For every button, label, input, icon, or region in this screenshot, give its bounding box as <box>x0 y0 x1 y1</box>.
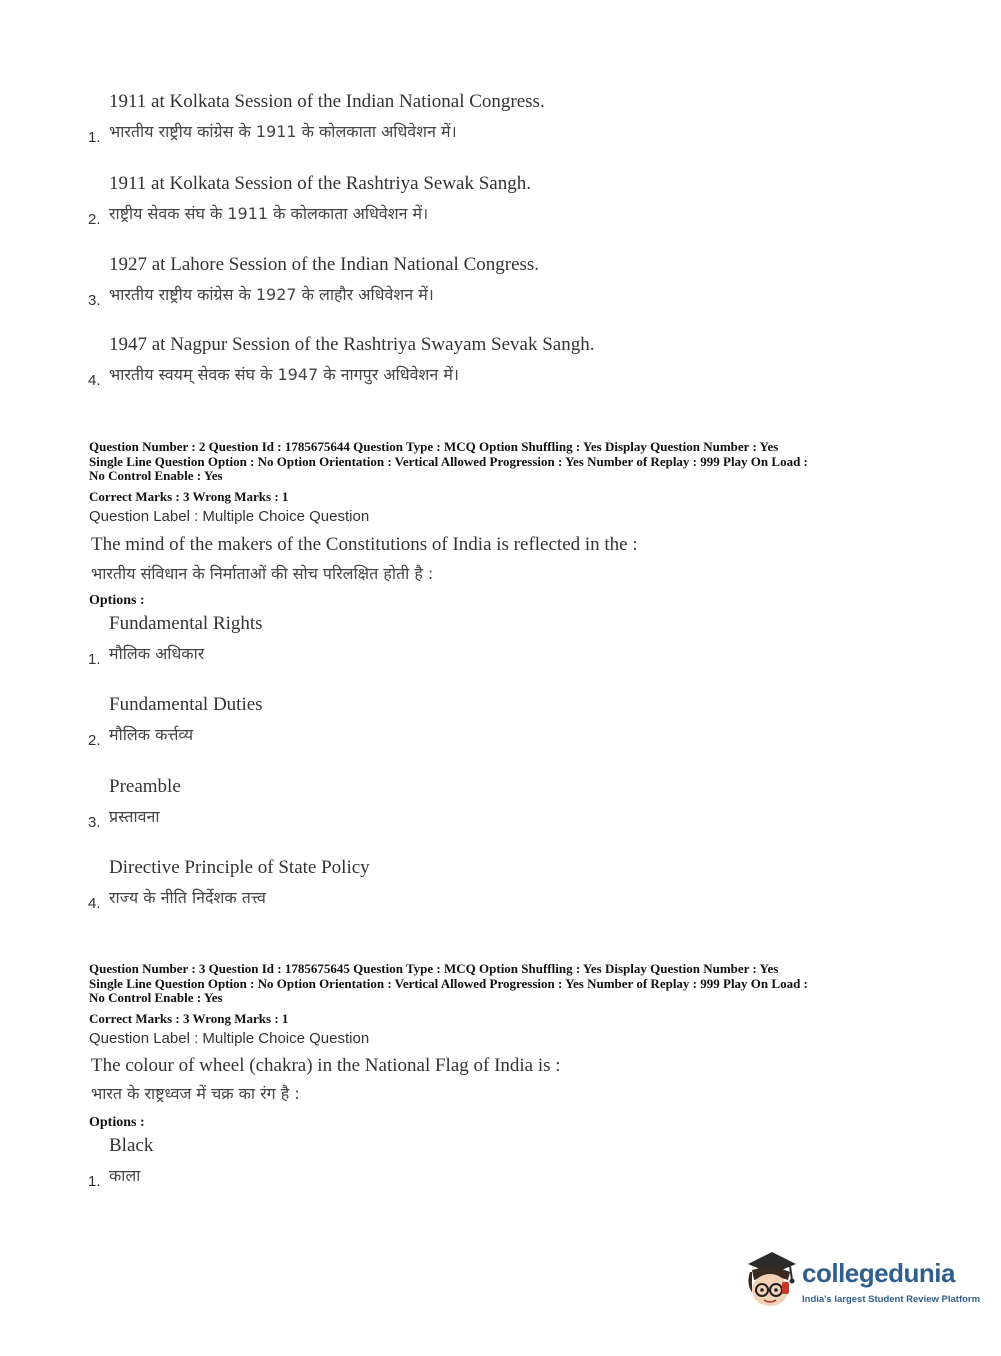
meta-line: No Control Enable : Yes <box>89 468 223 484</box>
option-number: 3. <box>88 814 101 831</box>
option-text-hi: भारतीय राष्ट्रीय कांग्रेस के 1927 के लाहौर अधिवेशन में। <box>109 285 434 304</box>
option-text-en: Fundamental Duties <box>109 694 263 715</box>
q3-question-hi: भारत के राष्ट्रध्वज में चक्र का रंग है : <box>91 1084 300 1103</box>
option-text-hi: भारतीय स्वयम् सेवक संघ के 1947 के नागपुर अधिवेशन में। <box>109 365 459 384</box>
option-text-hi: मौलिक कर्त्तव्य <box>109 725 194 744</box>
logo-brand-text: collegedunia <box>802 1258 955 1288</box>
q3-question-en: The colour of wheel (chakra) in the National Flag of India is : <box>91 1055 561 1076</box>
option-text-hi: प्रस्तावना <box>109 807 160 826</box>
option-text-en: Directive Principle of State Policy <box>109 857 370 878</box>
option-number: 2. <box>88 732 101 749</box>
option-number: 1. <box>88 1173 101 1190</box>
option-text-en: Black <box>109 1135 154 1156</box>
q2-question-hi: भारतीय संविधान के निर्माताओं की सोच परिलक्षित होती है : <box>91 564 434 583</box>
option-number: 1. <box>88 129 101 146</box>
logo-tagline: India's largest Student Review Platform <box>802 1294 981 1305</box>
option-text-hi: भारतीय राष्ट्रीय कांग्रेस के 1911 के कोलकाता अधिवेशन में। <box>109 122 457 141</box>
meta-line: Single Line Question Option : No Option Orientation : Vertical Allowed Progression : Yes Number of Replay : 999 Play On Load : <box>89 453 808 469</box>
q3-marks: Correct Marks : 3 Wrong Marks : 1 <box>89 1011 289 1026</box>
q3-metadata <box>89 962 919 1006</box>
option-text-en: Preamble <box>109 776 181 797</box>
meta-line: No Control Enable : Yes <box>89 990 223 1006</box>
option-text-en: 1927 at Lahore Session of the Indian National Congress. <box>109 254 540 275</box>
q2-marks: Correct Marks : 3 Wrong Marks : 1 <box>89 489 289 504</box>
q3-options-label: Options : <box>89 1115 145 1130</box>
meta-line: Single Line Question Option : No Option Orientation : Vertical Allowed Progression : Yes Number of Replay : 999 Play On Load : <box>89 975 808 991</box>
collegedunia-logo[interactable] <box>742 1250 981 1310</box>
meta-line: Question Number : 3 Question Id : 1785675645 Question Type : MCQ Option Shuffling : Yes Display Question Number : Yes <box>89 961 779 976</box>
option-text-hi: राष्ट्रीय सेवक संघ के 1911 के कोलकाता अधिवेशन में। <box>109 204 429 223</box>
option-number: 2. <box>88 211 101 228</box>
option-number: 3. <box>88 292 101 309</box>
option-text-hi: काला <box>109 1166 141 1185</box>
meta-line: Question Number : 2 Question Id : 1785675644 Question Type : MCQ Option Shuffling : Yes Display Question Number : Yes <box>89 439 779 454</box>
q2-options-label: Options : <box>89 593 145 608</box>
q3-question-label: Question Label : Multiple Choice Question <box>89 1030 370 1047</box>
option-text-en: Fundamental Rights <box>109 613 263 634</box>
option-number: 1. <box>88 651 101 668</box>
option-text-en: 1911 at Kolkata Session of the Rashtriya Sewak Sangh. <box>109 173 531 194</box>
option-text-en: 1947 at Nagpur Session of the Rashtriya Swayam Sevak Sangh. <box>109 334 595 355</box>
q2-question-en: The mind of the makers of the Constitutions of India is reflected in the : <box>91 534 638 555</box>
option-number: 4. <box>88 895 101 912</box>
mascot-icon <box>742 1250 800 1310</box>
q2-question-label: Question Label : Multiple Choice Question <box>89 508 370 525</box>
option-text-en: 1911 at Kolkata Session of the Indian National Congress. <box>109 91 545 112</box>
q2-metadata <box>89 440 919 484</box>
option-text-hi: मौलिक अधिकार <box>109 644 205 663</box>
option-number: 4. <box>88 372 101 389</box>
option-text-hi: राज्य के नीति निर्देशक तत्त्व <box>109 888 266 907</box>
